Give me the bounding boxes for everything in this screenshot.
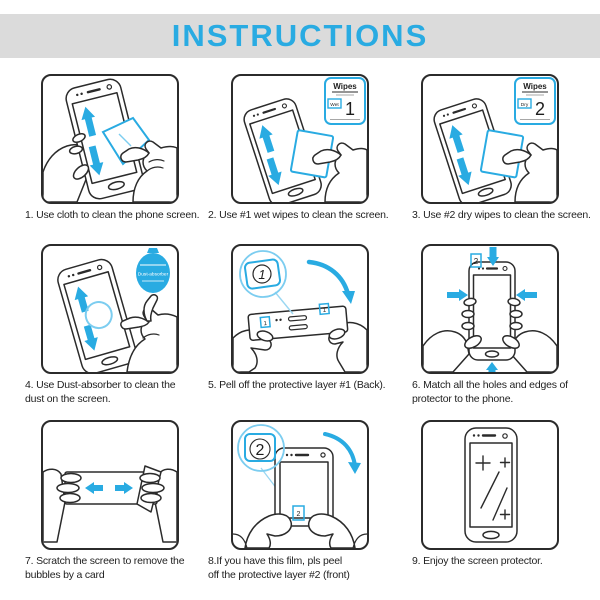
peel-back-layer-icon-scene [233, 246, 367, 372]
arrow-up-icon [486, 362, 498, 372]
step-3-caption: 3. Use #2 dry wipes to clean the screen. [412, 209, 591, 221]
dry-wipe-cleaning-icon [423, 76, 557, 202]
step-6-caption: 6. Match all the holes and edges of protector to the phone. [412, 379, 568, 405]
step-2 [202, 74, 392, 223]
step-9 [392, 420, 582, 569]
wipes-title: Wipes [333, 82, 357, 91]
step-6-illustration [421, 244, 559, 374]
wipes-title: Wipes [523, 82, 547, 91]
step-1 [12, 74, 202, 223]
step-7-caption: 7. Scratch the screen to remove the bubbles by a card [25, 555, 185, 581]
wipes-number: 1 [344, 99, 356, 119]
magnifier-tab-number: 1 [258, 267, 266, 282]
dust-absorber-icon-scene [43, 246, 177, 372]
magnifier-tab-number: 2 [255, 442, 265, 459]
step-6 [392, 244, 582, 407]
step-4-illustration [41, 244, 179, 374]
step-8-caption: 8.If you have this film, pls peel off the protective layer #2 (front) [208, 555, 350, 581]
step-1-illustration [41, 74, 179, 204]
film-tab-number: 1 [263, 320, 268, 328]
step-9-illustration [421, 420, 559, 550]
step-9-caption: 9. Enjoy the screen protector. [412, 555, 543, 567]
title-bar [0, 14, 600, 58]
arrow-left-icon [516, 289, 537, 301]
step-5 [202, 244, 392, 393]
step-7-illustration [41, 420, 179, 550]
wipes-type: Wet [330, 102, 339, 108]
absorber-label: Dust-absorber [137, 272, 169, 278]
step-5-caption: 5. Pell off the protective layer #1 (Back). [208, 379, 386, 391]
step-4-caption: 4. Use Dust-absorber to clean the dust on the screen. [25, 379, 176, 405]
film-tab-number: 2 [296, 511, 301, 518]
curved-arrow-icon [309, 262, 348, 294]
wipes-type: Dry [520, 102, 529, 108]
step-4 [12, 244, 202, 407]
dry-wipes-packet-icon [515, 78, 555, 124]
step-8 [202, 420, 392, 583]
arrow-right-icon [447, 289, 468, 301]
card-squeegee-icon-scene [43, 422, 177, 548]
step-3 [392, 74, 591, 223]
peel-front-layer-icon-scene [233, 422, 367, 548]
step-7 [12, 420, 202, 583]
align-protector-icon-scene [423, 246, 557, 372]
step-2-caption: 2. Use #1 wet wipes to clean the screen. [208, 209, 389, 221]
protector-tab-number: 2 [473, 257, 479, 266]
step-1-caption: 1. Use cloth to clean the phone screen. [25, 209, 200, 221]
step-8-illustration [231, 420, 369, 550]
wipes-number: 2 [534, 99, 546, 119]
step-2-illustration [231, 74, 369, 204]
page-title: INSTRUCTIONS [171, 18, 429, 53]
dust-absorber-icon [136, 248, 170, 293]
wet-wipe-cleaning-icon [233, 76, 367, 202]
step-3-illustration [421, 74, 559, 204]
film-tab-number: 1 [322, 307, 327, 315]
wet-wipes-packet-icon [325, 78, 365, 124]
step-5-illustration [231, 244, 369, 374]
cloth-cleaning-icon [43, 76, 177, 202]
finished-phone-icon [423, 422, 557, 548]
